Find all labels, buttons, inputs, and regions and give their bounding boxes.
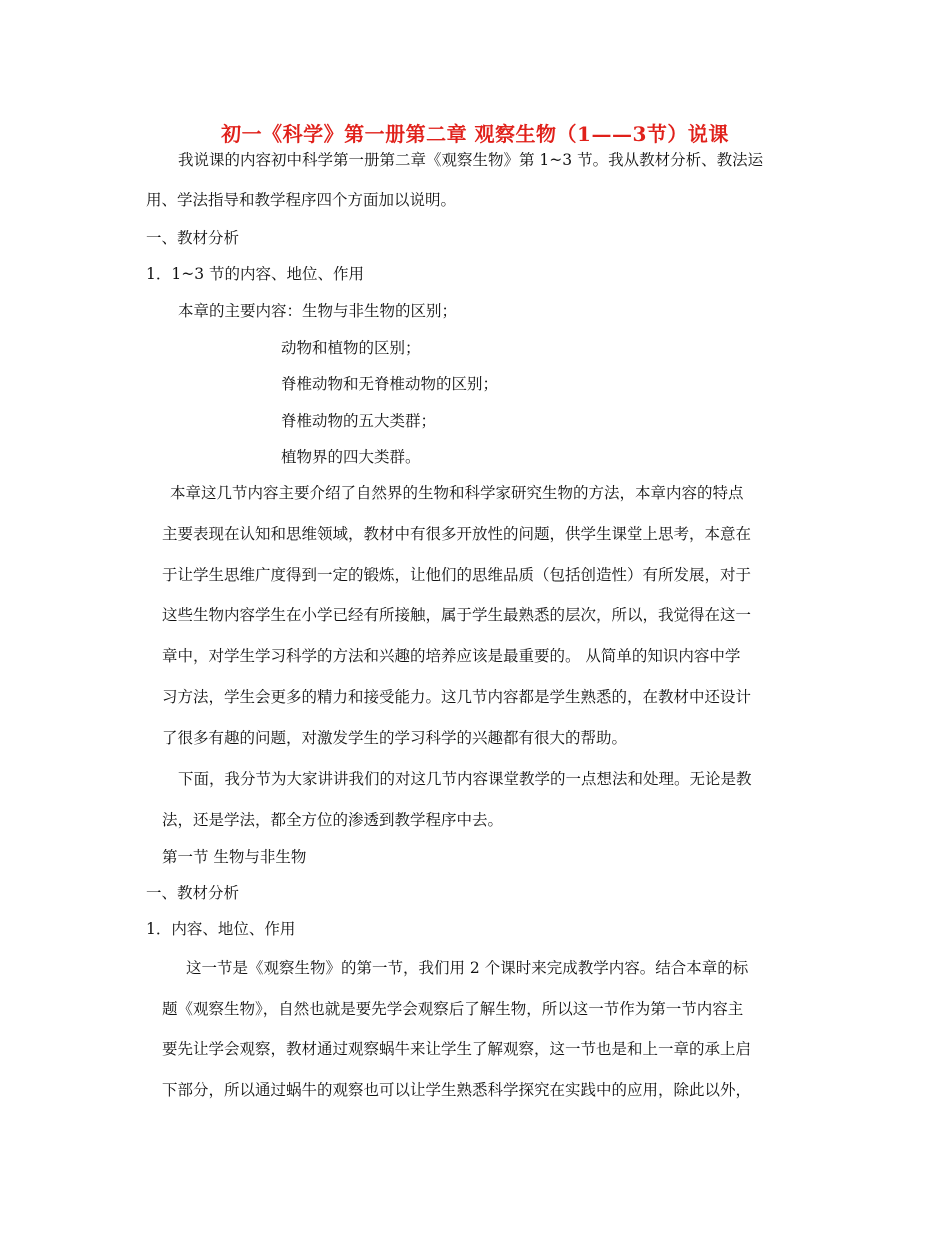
paragraph-chapter-line-1: 本章这几节内容主要介绍了自然界的生物和科学家研究生物的方法，本章内容的特点: [170, 484, 744, 502]
paragraph-chapter-line-4: 这些生物内容学生在小学已经有所接触，属于学生最熟悉的层次，所以，我觉得在这一: [162, 606, 752, 624]
paragraph-lesson-line-4: 下部分，所以通过蜗牛的观察也可以让学生熟悉科学探究在实践中的应用，除此以外，: [162, 1081, 752, 1099]
paragraph-lesson-line-3: 要先让学会观察，教材通过观察蜗牛来让学生了解观察，这一节也是和上一章的承上启: [162, 1040, 752, 1058]
paragraph-next-line-2: 法，还是学法，都全方位的渗透到教学程序中去。: [162, 811, 504, 829]
section-heading-material-analysis-2: 一、教材分析: [146, 884, 240, 902]
document-title: 初一《科学》第一册第二章 观察生物（1——3节）说课: [221, 122, 729, 146]
paragraph-lesson-line-1: 这一节是《观察生物》的第一节，我们用 2 个课时来完成教学内容。结合本章的标: [186, 959, 749, 977]
paragraph-intro-line-1: 我说课的内容初中科学第一册第二章《观察生物》第 1~3 节。我从教材分析、教法运: [178, 151, 764, 169]
chapter-content-line-3: 脊椎动物和无脊椎动物的区别；: [281, 375, 499, 393]
chapter-content-line-2: 动物和植物的区别；: [281, 339, 421, 357]
chapter-content-line-4: 脊椎动物的五大类群；: [281, 412, 437, 430]
chapter-content-line-5: 植物界的四大类群。: [281, 448, 421, 466]
subheading-content-position-role: 1．1~3 节的内容、地位、作用: [146, 265, 364, 283]
paragraph-chapter-line-2: 主要表现在认知和思维领域，教材中有很多开放性的问题，供学生课堂上思考，本意在: [162, 525, 752, 543]
chapter-content-line-1: 本章的主要内容：生物与非生物的区别；: [178, 302, 458, 320]
paragraph-intro-line-2: 用、学法指导和教学程序四个方面加以说明。: [146, 191, 457, 209]
paragraph-lesson-line-2: 题《观察生物》，自然也就是要先学会观察后了解生物，所以这一节作为第一节内容主: [162, 1000, 744, 1018]
subheading-content-position-role-2: 1．内容、地位、作用: [146, 920, 296, 938]
paragraph-chapter-line-7: 了很多有趣的问题，对激发学生的学习科学的兴趣都有很大的帮助。: [162, 729, 628, 747]
section-heading-material-analysis: 一、教材分析: [146, 229, 240, 247]
paragraph-chapter-line-3: 于让学生思维广度得到一定的锻炼，让他们的思维品质（包括创造性）有所发展，对于: [162, 566, 752, 584]
paragraph-chapter-line-6: 习方法，学生会更多的精力和接受能力。这几节内容都是学生熟悉的，在教材中还设计: [162, 688, 752, 706]
paragraph-chapter-line-5: 章中，对学生学习科学的方法和兴趣的培养应该是最重要的。 从简单的知识内容中学: [162, 647, 741, 665]
section-heading-lesson-1: 第一节 生物与非生物: [162, 848, 307, 866]
paragraph-next-line-1: 下面，我分节为大家讲讲我们的对这几节内容课堂教学的一点想法和处理。无论是教: [178, 770, 752, 788]
